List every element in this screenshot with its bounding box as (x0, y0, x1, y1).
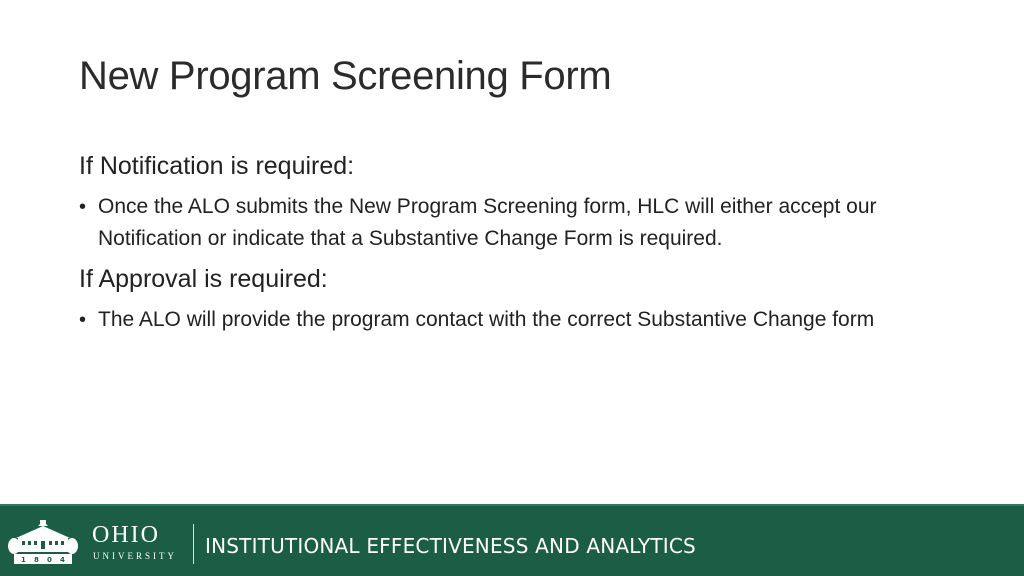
footer-bar (0, 504, 1024, 576)
seal-year-2: 8 (34, 556, 39, 564)
bullet-icon: • (79, 196, 87, 218)
seal-year-1: 1 (21, 556, 26, 564)
cutler-hall-logo-icon (8, 516, 78, 568)
footer-divider (193, 524, 194, 564)
seal-year-4: 4 (60, 556, 65, 564)
bullet-text: The ALO will provide the program contact with the correct Substantive Change form (98, 308, 875, 331)
slide-title: New Program Screening Form (79, 54, 612, 98)
slide-content (79, 150, 939, 336)
department-name: INSTITUTIONAL EFFECTIVENESS AND ANALYTICS (205, 534, 696, 558)
university-subtitle: UNIVERSITY (93, 551, 177, 561)
bullet-text: Once the ALO submits the New Program Screening form, HLC will either accept our Notification or indicate that a Substantive Change Form is required. (98, 195, 877, 250)
section-heading-approval: If Approval is required: (79, 265, 328, 293)
section-heading-notification: If Notification is required: (79, 152, 355, 180)
bullet-item (79, 304, 939, 336)
bullet-icon: • (79, 309, 87, 331)
seal-year-3: 0 (47, 556, 52, 564)
bullet-item (79, 191, 939, 255)
university-wordmark: OHIO (92, 522, 160, 548)
